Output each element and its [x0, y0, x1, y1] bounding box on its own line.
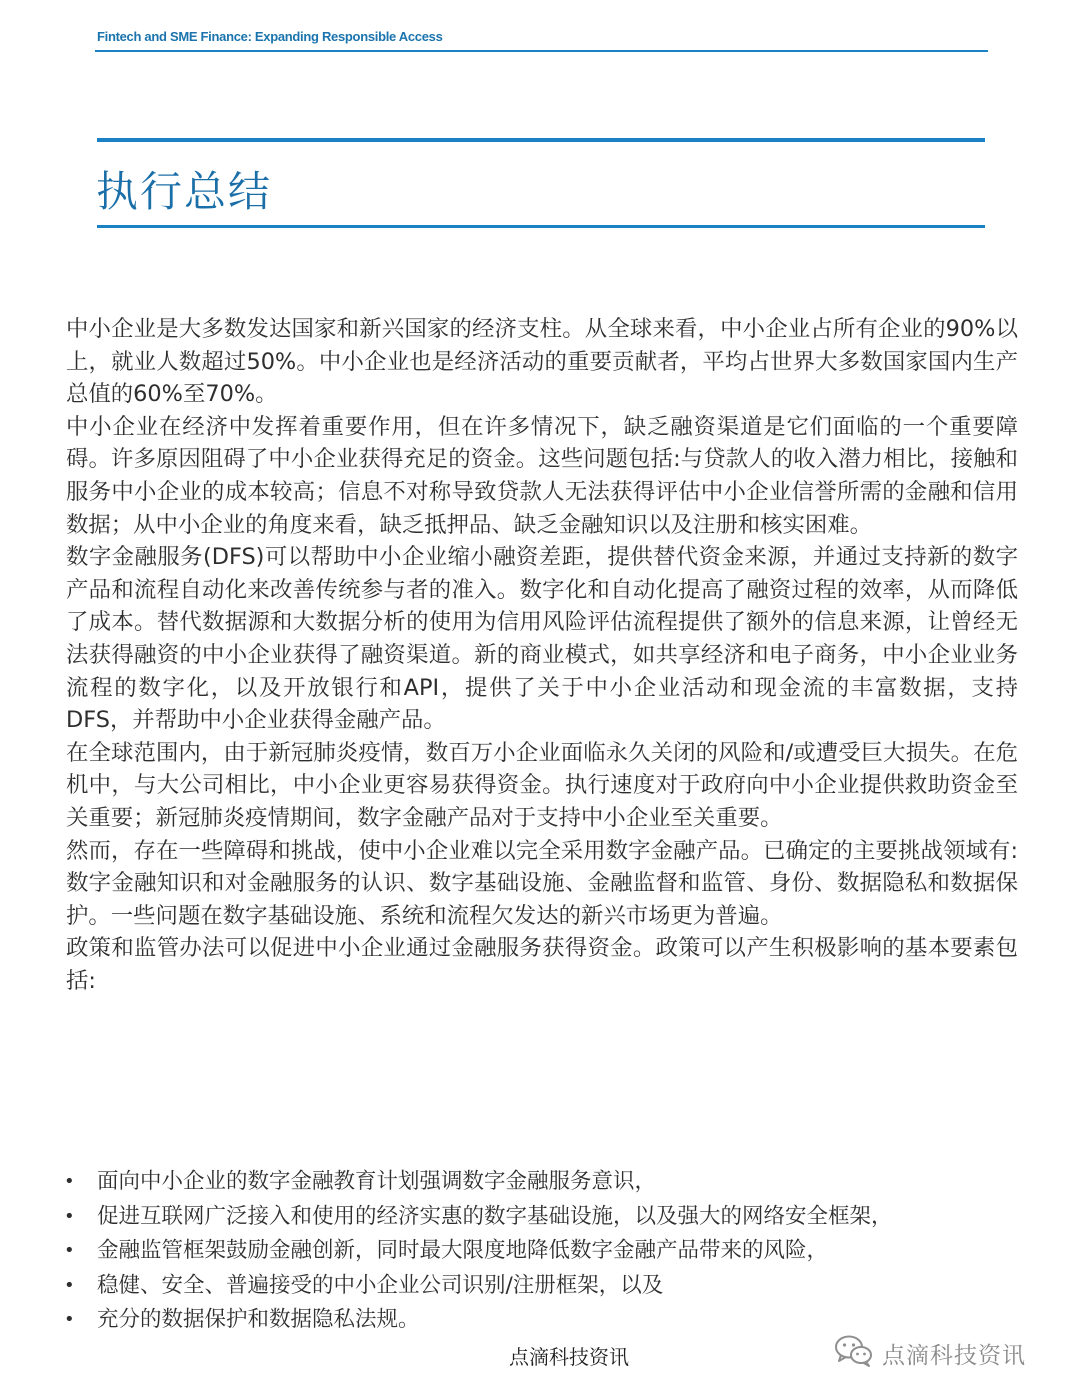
- bullet-dot: •: [64, 1240, 75, 1261]
- paragraph: 然而，存在一些障碍和挑战，使中小企业难以完全采用数字金融产品。已确定的主要挑战领域有:数字金融知识和对金融服务的认识、数字基础设施、金融监督和监管、身份、数据隐私和数据保护。一些问题在数字基础设施、系统和流程欠发达的新兴市场更为普遍。: [66, 837, 1018, 929]
- paragraph: 政策和监管办法可以促进中小企业通过金融服务获得资金。政策可以产生积极影响的基本要素包括:: [66, 935, 1018, 994]
- paragraph: 中小企业在经济中发挥着重要作用，但在许多情况下，缺乏融资渠道是它们面临的一个重要障碍。许多原因阻碍了中小企业获得充足的资金。这些问题包括:与贷款人的收入潜力相比，接触和服务中小企业的成本较高；信息不对称导致贷款人无法获得评估中小企业信誉所需的金融和信用数据；从中小企业的角度来看，缺乏抵押品、缺乏金融知识以及注册和核实困难。: [66, 413, 1018, 538]
- list-item-text: 促进互联网广泛接入和使用的经济实惠的数字基础设施，以及强大的网络安全框架，: [97, 1203, 893, 1229]
- list-item: [62, 1200, 1022, 1235]
- body-text: [66, 313, 1018, 997]
- bullet-dot: •: [64, 1309, 75, 1330]
- title-rule-bottom: [97, 225, 985, 228]
- header-rule: [95, 50, 988, 52]
- list-item-text: 金融监管框架鼓励金融创新，同时最大限度地降低数字金融产品带来的风险，: [97, 1238, 829, 1263]
- bullet-dot: •: [64, 1205, 75, 1227]
- list-item-text: 稳健、安全、普遍接受的中小企业公司识别/注册框架，以及: [97, 1272, 664, 1298]
- list-item: [62, 1303, 1022, 1338]
- wechat-icon: [834, 1334, 874, 1372]
- watermark: [834, 1334, 1026, 1372]
- page-title: 执行总结: [96, 167, 273, 216]
- paragraph: 中小企业是大多数发达国家和新兴国家的经济支柱。从全球来看，中小企业占所有企业的90%以上，就业人数超过50%。中小企业也是经济活动的重要贡献者，平均占世界大多数国家国内生产总值的60%至70%。: [66, 316, 1018, 408]
- bullet-dot: •: [64, 1171, 75, 1192]
- paragraph: 数字金融服务(DFS)可以帮助中小企业缩小融资差距，提供替代资金来源，并通过支持新的数字产品和流程自动化来改善传统参与者的准入。数字化和自动化提高了融资过程的效率，从而降低了成本。替代数据源和大数据分析的使用为信用风险评估流程提供了额外的信息来源，让曾经无法获得融资的中小企业获得了融资渠道。新的商业模式，如共享经济和电子商务，中小企业业务流程的数字化，以及开放银行和API，提供了关于中小企业活动和现金流的丰富数据，支持DFS，并帮助中小企业获得金融产品。: [66, 544, 1018, 734]
- list-item: [62, 1234, 1022, 1269]
- title-rule-top: [97, 138, 985, 142]
- list-item: [62, 1165, 1022, 1200]
- bullet-dot: •: [64, 1274, 75, 1296]
- list-item-text: 充分的数据保护和数据隐私法规。: [97, 1307, 420, 1332]
- running-header: Fintech and SME Finance: Expanding Responsible Access: [97, 29, 443, 44]
- bullet-list: [62, 1165, 1022, 1338]
- footer-caption: 点滴科技资讯: [509, 1345, 629, 1369]
- list-item-text: 面向中小企业的数字金融教育计划强调数字金融服务意识，: [97, 1169, 657, 1194]
- watermark-text: 点滴科技资讯: [882, 1342, 1026, 1369]
- list-item: [62, 1269, 1022, 1304]
- paragraph: 在全球范围内，由于新冠肺炎疫情，数百万小企业面临永久关闭的风险和/或遭受巨大损失。在危机中，与大公司相比，中小企业更容易获得资金。执行速度对于政府向中小企业提供救助资金至关重要；新冠肺炎疫情期间，数字金融产品对于支持中小企业至关重要。: [66, 739, 1018, 831]
